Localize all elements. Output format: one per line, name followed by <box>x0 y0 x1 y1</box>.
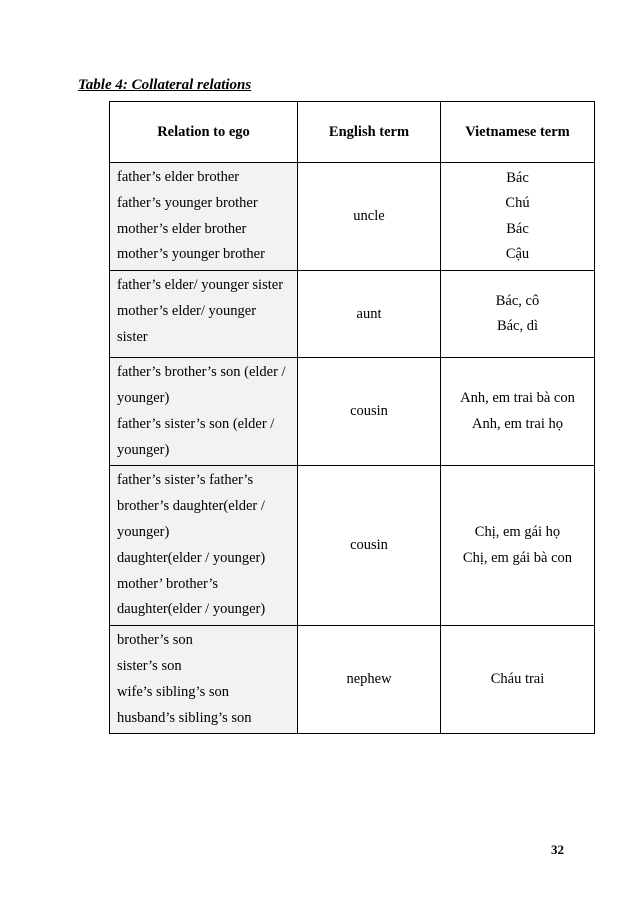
vietnamese-line: Cậu <box>505 246 530 263</box>
relation-line: father’s sister’s father’s <box>117 472 254 489</box>
relation-line: sister’s son <box>117 657 182 674</box>
relation-cell <box>110 626 298 734</box>
english-term-cell: aunt <box>298 271 441 358</box>
relation-line: younger) <box>117 389 170 406</box>
english-term-cell: cousin <box>298 466 441 626</box>
table-caption: Table 4: Collateral relations <box>78 77 252 93</box>
relation-line: daughter(elder / younger) <box>117 601 266 618</box>
table-row <box>110 358 595 466</box>
relation-cell <box>110 358 298 466</box>
relation-line: daughter(elder / younger) <box>117 549 266 566</box>
vietnamese-line: Bác <box>506 169 529 186</box>
relation-line: father’s elder brother <box>117 169 240 185</box>
relation-line: mother’s elder brother <box>117 220 247 237</box>
relation-cell <box>110 271 298 358</box>
vietnamese-term-cell <box>441 271 595 358</box>
relation-line: wife’s sibling’s son <box>117 683 229 700</box>
vietnamese-term-cell <box>441 466 595 626</box>
collateral-relations-table <box>109 101 595 734</box>
vietnamese-line: Anh, em trai bà con <box>460 390 575 407</box>
english-term-cell: nephew <box>298 626 441 734</box>
vietnamese-line: Chú <box>505 195 530 212</box>
relation-line: brother’s son <box>117 632 193 649</box>
relation-line: mother’s younger brother <box>117 246 265 263</box>
relation-line: father’s brother’s son (elder / <box>117 364 286 381</box>
relation-line: mother’s elder/ younger <box>117 302 257 319</box>
table-header-row <box>110 102 595 163</box>
header-relation-to-ego: Relation to ego <box>110 102 298 163</box>
vietnamese-term-cell <box>441 163 595 271</box>
relation-line: husband’s sibling’s son <box>117 709 252 726</box>
english-term-cell: uncle <box>298 163 441 271</box>
table-row <box>110 163 595 271</box>
table-row <box>110 466 595 626</box>
relation-line: father’s elder/ younger sister <box>117 277 284 294</box>
vietnamese-line: Chị, em gái bà con <box>462 549 573 566</box>
vietnamese-term-cell <box>441 358 595 466</box>
relation-cell <box>110 163 298 271</box>
relation-line: mother’ brother’s <box>117 575 219 592</box>
page-number: 32 <box>551 842 564 857</box>
relation-line: father’s sister’s son (elder / <box>117 415 275 432</box>
header-english-term: English term <box>298 102 441 163</box>
vietnamese-line: Bác, dì <box>496 318 539 335</box>
header-vietnamese-term: Vietnamese term <box>441 102 595 163</box>
vietnamese-line: Bác, cô <box>495 292 540 309</box>
vietnamese-line: Bác <box>506 220 529 237</box>
relation-line: younger) <box>117 523 170 540</box>
relation-line: younger) <box>117 441 170 458</box>
table-row <box>110 626 595 734</box>
vietnamese-term-cell <box>441 626 595 734</box>
vietnamese-line: Anh, em trai họ <box>471 415 563 432</box>
relation-line: sister <box>117 328 148 345</box>
relation-line: father’s younger brother <box>117 194 258 211</box>
english-term-cell: cousin <box>298 358 441 466</box>
vietnamese-line: Chị, em gái họ <box>474 524 561 541</box>
vietnamese-line: Cháu trai <box>490 671 545 687</box>
relation-line: brother’s daughter(elder / <box>117 498 265 515</box>
relation-cell <box>110 466 298 626</box>
table-row <box>110 271 595 358</box>
